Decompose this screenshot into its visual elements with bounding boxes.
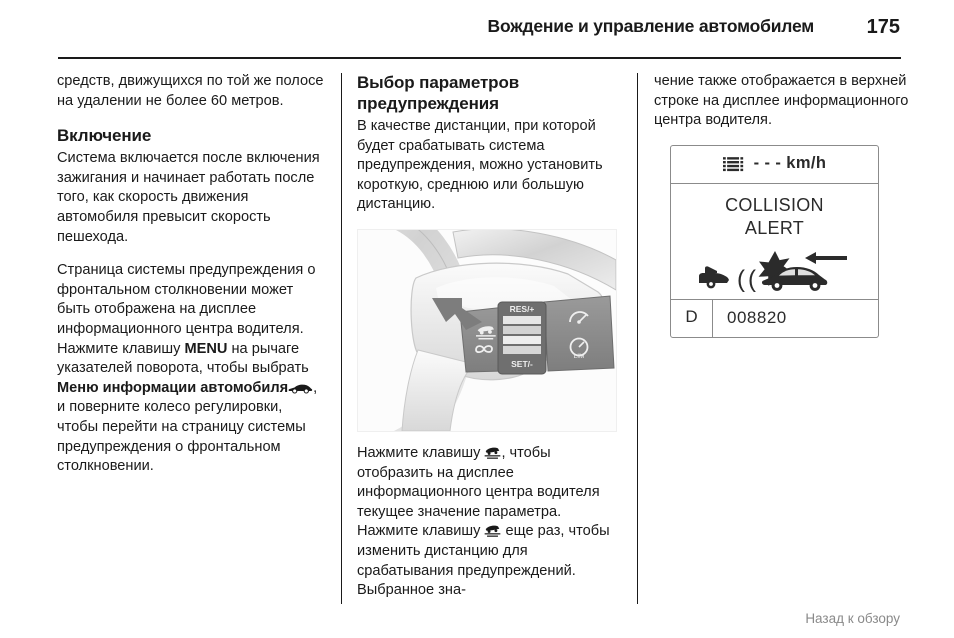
svg-text:(: (	[747, 265, 756, 293]
steering-wheel-controls-photo	[357, 229, 617, 432]
following-distance-icon	[484, 445, 501, 460]
dic-bottom-row	[671, 299, 878, 337]
dic-gear-indicator: D	[671, 300, 713, 337]
svg-text:(: (	[736, 265, 745, 293]
dic-alert-line-2: ALERT	[744, 217, 805, 238]
column-three	[654, 72, 923, 338]
following-distance-icon-2	[484, 523, 501, 538]
paragraph-continued: средств, движущихся по той же полосе на удалении не более 60 метров.	[57, 73, 324, 109]
section-title-line-2: предупреждения	[357, 94, 499, 113]
dic-alert-text	[725, 194, 824, 240]
text-part-c: еще раз, чтобы изменить дистанцию для срабатывания предупреждений. Выбранное зна-	[357, 523, 610, 599]
dic-top-row	[671, 146, 878, 184]
dic-odometer: 008820	[727, 308, 787, 328]
menu-key-label: MENU	[184, 340, 228, 357]
driver-information-center-display	[670, 145, 879, 338]
dic-body	[671, 184, 878, 299]
paragraph-press-key	[357, 444, 626, 601]
section-title-activation: Включение	[57, 126, 152, 146]
text-part-a: Нажмите клавишу	[357, 444, 485, 461]
svg-text:LIM: LIM	[573, 352, 585, 360]
section-title-line-1: Выбор параметров	[357, 73, 520, 92]
column-two	[357, 72, 626, 601]
paragraph-distance-options: В качестве дистанции, при которой будет срабатывать система предупреждения, можно установить короткую, среднюю или большую дистанцию.	[357, 118, 603, 213]
page-header	[58, 16, 900, 56]
car-side-outline-icon	[288, 383, 313, 394]
text-part-a: Страница системы предупреждения о фронтальном столкновении может быть отображена на дисплее информационного центра водителя. Нажмите клавишу	[57, 262, 316, 357]
collision-alert-graphic	[695, 247, 855, 299]
text-part-b: на рычаге указателей поворота, чтобы выбрать	[57, 340, 309, 377]
page-title: Вождение и управление автомобилем	[487, 16, 814, 36]
section-title-warning-settings	[357, 72, 626, 114]
dic-alert-line-1: COLLISION	[725, 194, 824, 215]
svg-text:RES/+: RES/+	[509, 303, 535, 314]
paragraph-dic-page	[57, 261, 326, 477]
paragraph-activation: Система включается после включения зажигания и начинает работать после того, как скорость движения автомобиля превысит скорость пешехода.	[57, 150, 320, 245]
column-divider-2	[637, 73, 638, 604]
gauge-bars-icon	[723, 156, 745, 173]
column-divider-1	[341, 73, 342, 604]
dic-speed-value: - - - km/h	[753, 154, 827, 173]
text-part-c: , и поверните колесо регулировки, чтобы перейти на страницу системы предупреждения о фронтальном столкновении.	[57, 379, 318, 475]
header-rule	[58, 57, 901, 59]
back-to-overview-link[interactable]: Назад к обзору	[805, 611, 900, 626]
left-arrow-icon	[805, 252, 847, 264]
page-number: 175	[866, 16, 900, 38]
text-part-b: , чтобы отобразить на дисплее информационного центра водителя текущее значение параметра. Нажмите клавишу	[357, 444, 600, 540]
svg-text:SET/-: SET/-	[511, 358, 533, 369]
vehicle-info-menu-label: Меню информации автомобиля	[57, 379, 289, 396]
column-one	[57, 72, 326, 491]
small-car-icon	[699, 266, 729, 288]
paragraph-top-line-display: чение также отображается в верхней строке на дисплее информационного центра водителя.	[654, 73, 909, 129]
